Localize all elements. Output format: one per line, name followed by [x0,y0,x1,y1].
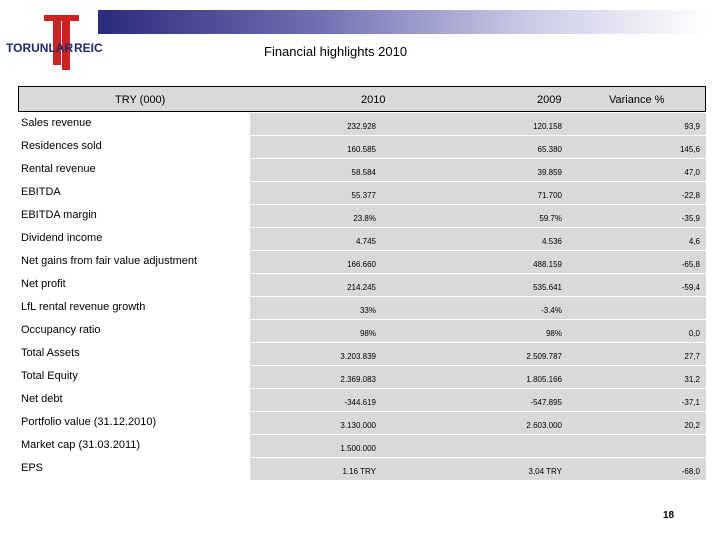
header-variance: Variance % [609,94,665,106]
value-2010: 160.585 [347,145,376,154]
row-values [250,273,706,296]
row-label: Sales revenue [21,117,92,129]
table-row [18,273,706,296]
value-variance: -37,1 [681,398,700,407]
value-variance: -22,8 [681,191,700,200]
value-2009: 2.509.787 [526,352,562,361]
value-2009: 59.7% [539,214,562,223]
value-2010: 4.745 [355,237,376,246]
table-header [18,86,706,112]
table-row [18,457,706,480]
table-row [18,204,706,227]
value-variance: 145,6 [679,145,700,154]
table-row [18,250,706,273]
value-2009: 2.603.000 [526,421,562,430]
row-label: Total Equity [21,370,78,382]
page-number: 18 [663,510,675,521]
row-label: Market cap (31.03.2011) [21,439,141,451]
table-row [18,388,706,411]
row-values [250,250,706,273]
row-values [250,158,706,181]
row-label: Net debt [21,393,63,405]
value-2010: 166.660 [347,260,376,269]
value-variance: -68,0 [681,467,700,476]
header-gradient-bar [98,10,708,34]
value-2009: -547.895 [530,398,562,407]
value-variance: 0,0 [688,329,700,338]
row-label: LfL rental revenue growth [21,301,146,313]
table-row [18,135,706,158]
row-label: Total Assets [21,347,80,359]
financial-highlights-table [18,86,706,482]
value-2009: 488.159 [533,260,562,269]
value-2009: -3.4% [541,306,562,315]
value-variance: 4,6 [688,237,700,246]
value-2010: 1.16 TRY [342,467,376,476]
value-2009: 71.700 [537,191,562,200]
row-values [250,365,706,388]
value-2009: 4.536 [541,237,562,246]
row-values [250,227,706,250]
table-row [18,365,706,388]
row-label: Net profit [21,278,66,290]
value-variance: 27,7 [684,352,700,361]
row-values [250,411,706,434]
table-row [18,319,706,342]
value-2010: 58.584 [351,168,376,177]
value-2010: 33% [359,306,376,315]
row-values [250,319,706,342]
header-2009: 2009 [537,94,562,106]
value-2009: 39.859 [537,168,562,177]
table-row [18,227,706,250]
row-label: EBITDA margin [21,209,97,221]
value-variance: -35,9 [681,214,700,223]
page-title: Financial highlights 2010 [264,44,408,59]
row-values [250,135,706,158]
value-2009: 98% [545,329,562,338]
value-variance: 31,2 [684,375,700,384]
table-row [18,112,706,135]
value-2010: -344.619 [344,398,376,407]
value-2009: 65.380 [537,145,562,154]
table-row [18,342,706,365]
value-2010: 3.130.000 [340,421,376,430]
row-values [250,204,706,227]
row-values [250,112,706,135]
row-label: EPS [21,462,44,474]
table-row [18,158,706,181]
value-variance: -65,8 [681,260,700,269]
row-label: Rental revenue [21,163,96,175]
header-try: TRY (000) [115,94,166,106]
row-values [250,457,706,480]
value-variance: 93,9 [684,122,700,131]
value-2009: 535.641 [533,283,562,292]
row-label: Net gains from fair value adjustment [21,255,198,267]
value-variance: 20,2 [684,421,700,430]
torunlar-logo [4,12,104,70]
value-2010: 98% [359,329,376,338]
value-2010: 214.245 [347,283,376,292]
svg-text:TORUNLAR: TORUNLAR [6,41,74,55]
row-values [250,296,706,319]
value-2009: 1.805.166 [526,375,562,384]
table-row [18,296,706,319]
row-label: Residences sold [21,140,102,152]
value-2010: 23.8% [353,214,376,223]
svg-text:REIC: REIC [74,41,103,55]
row-values [250,434,706,457]
value-2009: 120.158 [533,122,562,131]
row-values [250,388,706,411]
row-values [250,181,706,204]
value-2010: 55.377 [351,191,376,200]
value-2010: 1.500.000 [340,444,376,453]
row-values [250,342,706,365]
table-row [18,411,706,434]
value-2010: 232.928 [347,122,376,131]
value-2009: 3,04 TRY [528,467,562,476]
value-variance: -59,4 [681,283,700,292]
row-label: EBITDA [21,186,61,198]
table-row [18,434,706,457]
value-2010: 2.369.083 [340,375,376,384]
row-label: Portfolio value (31.12.2010) [21,416,157,428]
row-label: Dividend income [21,232,103,244]
row-label: Occupancy ratio [21,324,101,336]
value-2010: 3.203.839 [340,352,376,361]
value-variance: 47,0 [684,168,700,177]
table-row [18,181,706,204]
header-2010: 2010 [361,94,386,106]
